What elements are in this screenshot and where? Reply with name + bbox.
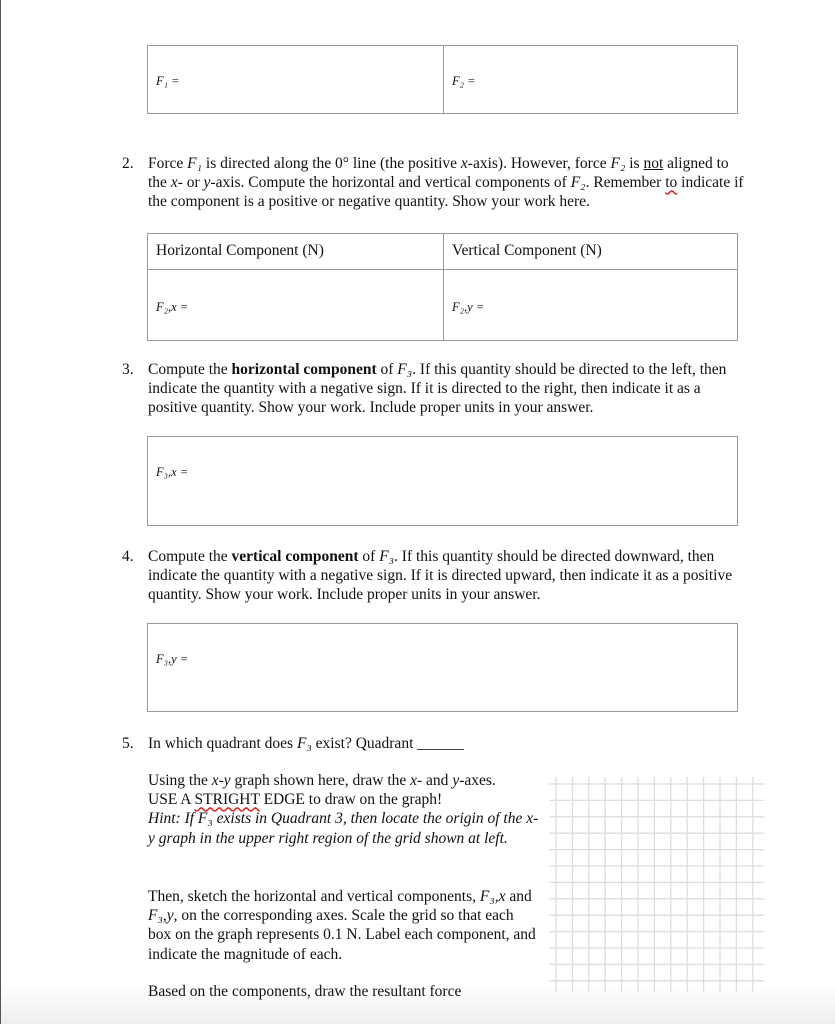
f2-field[interactable]: F₂ = xyxy=(452,74,476,88)
header-horizontal: Horizontal Component (N) xyxy=(156,242,324,259)
header-vertical: Vertical Component (N) xyxy=(452,242,602,259)
question-3: 3. Compute the horizontal component of F₃. If this quantity should be directed to the left, then indicate the quantity with a negative sign. If it is directed to the right, then indicate it as a positive quantity. Show your work. Include proper units in your answer. xyxy=(122,361,727,417)
page-edge xyxy=(0,0,1,1024)
q2-components-table xyxy=(147,233,738,341)
q4-answer-box[interactable] xyxy=(147,623,738,712)
f3y-label: F₃,y = xyxy=(156,652,189,666)
q5-resultant-text: Based on the components, draw the resultant force xyxy=(148,983,462,1000)
q3-answer-box[interactable] xyxy=(147,436,738,526)
f2y-field[interactable]: F₂,y = xyxy=(452,300,485,314)
f3x-label: F₃,x = xyxy=(156,465,189,479)
question-4: 4. Compute the vertical component of F₃. If this quantity should be directed downward, then indicate the quantity with a negative sign. If it is directed upward, then indicate it as a positive quantity. Show your work. Include proper units in your answer. xyxy=(122,548,733,604)
q5-sketch-instructions: Then, sketch the horizontal and vertical components, F₃,x and F₃,y, on the corresponding axes. Scale the grid so that each box on the graph represents 0.1 N. Label each component, and indicate the magnitude of each. xyxy=(148,888,536,963)
question-5: 5. In which quadrant does F₃ exist? Quadrant ______ xyxy=(122,735,464,752)
question-2: 2. Force F₁ is directed along the 0° line (the positive x-axis). However, force F₂ is not aligned to the x- or y-axis. Compute the horizontal and vertical components of F₂. Remember to indicate if the component is a positive or negative quantity. Show your work here. xyxy=(122,155,744,211)
q1-answer-table xyxy=(147,45,738,114)
f2x-field[interactable]: F₂,x = xyxy=(156,300,189,314)
q5-instructions: Using the x-y graph shown here, draw the x- and y-axes. USE A STRIGHT EDGE to draw on the graph! Hint: If F₃ exists in Quadrant 3, then locate the origin of the x-y graph in the upper right region of the grid shown at left. xyxy=(148,772,539,847)
f1-field[interactable]: F₁ = xyxy=(156,74,180,88)
graph-grid[interactable] xyxy=(549,777,764,992)
